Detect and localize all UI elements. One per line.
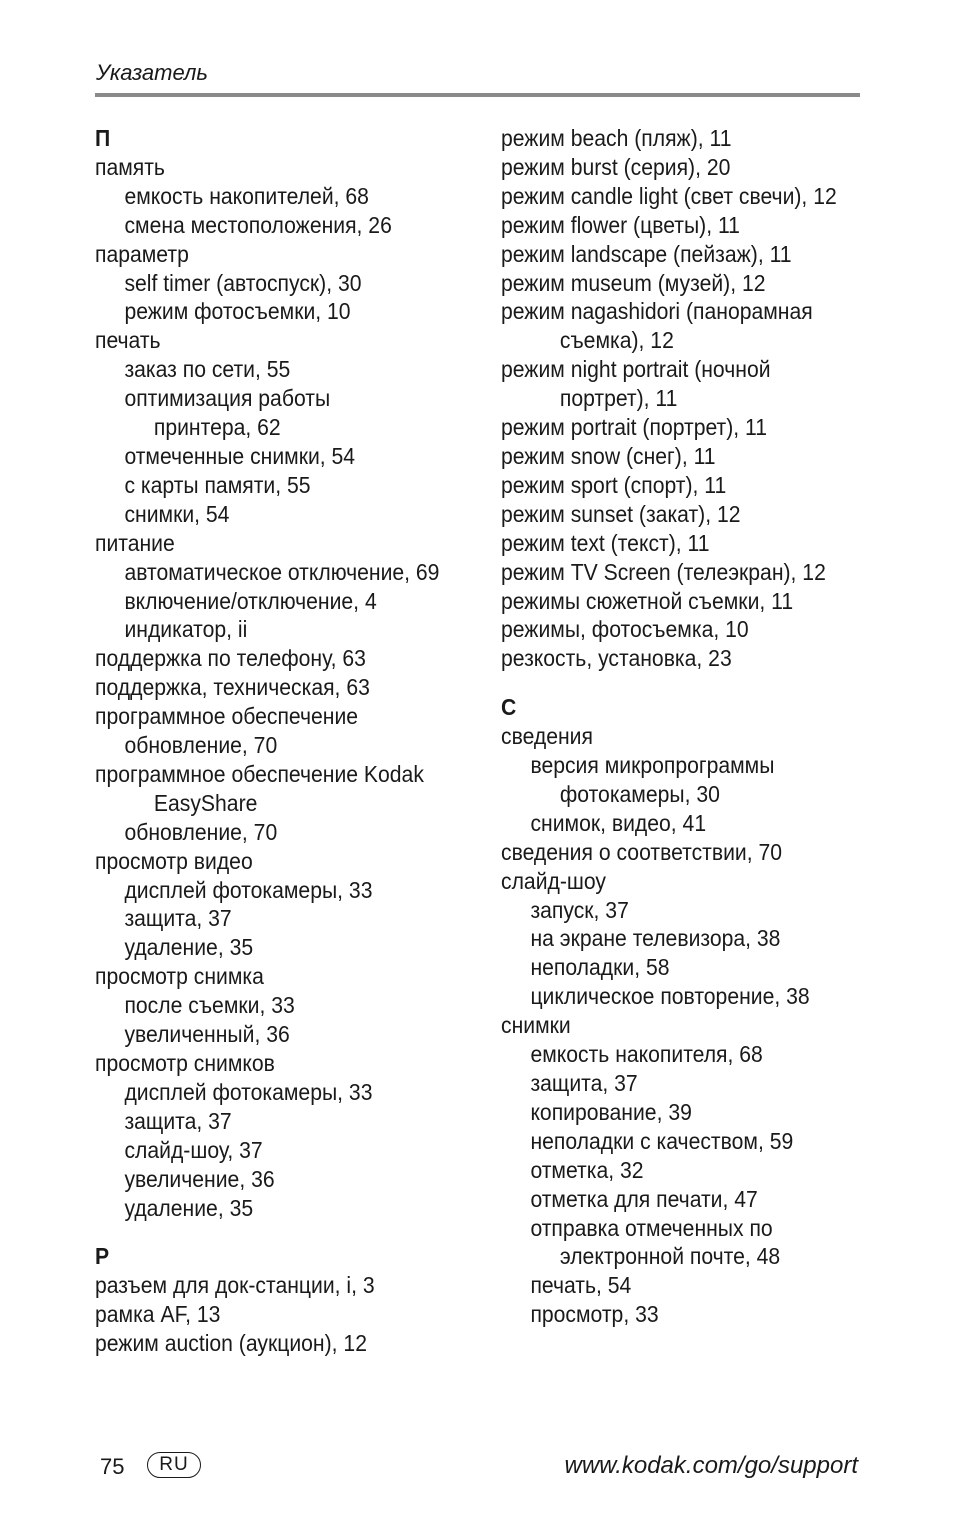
index-entry: режим sunset (закат), 12: [501, 500, 741, 527]
index-subentry: отмеченные снимки, 54: [124, 442, 356, 469]
index-subentry: заказ по сети, 55: [124, 356, 291, 383]
index-subentry: дисплей фотокамеры, 33: [124, 1078, 373, 1105]
index-column-right: [501, 124, 891, 1329]
index-subentry: включение/отключение, 4: [124, 587, 377, 614]
index-subentry: оптимизация работы: [124, 385, 331, 412]
index-subentry: удаление, 35: [124, 1194, 254, 1221]
index-subentry: защита, 37: [124, 905, 232, 932]
index-entry: слайд-шоу: [501, 867, 606, 894]
index-letter-heading: С: [501, 694, 517, 721]
index-subentry: после съемки, 33: [124, 992, 295, 1019]
index-subentry: обновление, 70: [124, 818, 278, 845]
section-gap: [501, 673, 860, 693]
index-subentry: self timer (автоспуск), 30: [124, 269, 362, 296]
index-entry: режим portrait (портрет), 11: [501, 414, 768, 441]
index-entry: режим TV Screen (телеэкран), 12: [501, 558, 826, 585]
index-entry: разъем для док-станции, i, 3: [95, 1272, 375, 1299]
index-subentry: отметка для печати, 47: [530, 1185, 758, 1212]
index-entry: режимы, фотосъемка, 10: [501, 616, 749, 643]
index-subentry: просмотр, 33: [530, 1301, 659, 1328]
index-subentry: с карты памяти, 55: [124, 471, 311, 498]
index-entry: режим flower (цветы), 11: [501, 211, 740, 238]
index-entry: память: [95, 153, 165, 180]
index-subentry: циклическое повторение, 38: [530, 983, 810, 1010]
index-subentry: обновление, 70: [124, 732, 278, 759]
index-entry: сведения о соответствии, 70: [501, 838, 783, 865]
index-entry: режим candle light (свет свечи), 12: [501, 182, 837, 209]
index-letter-heading: П: [95, 125, 111, 151]
index-entry: просмотр видео: [95, 847, 253, 874]
index-entry: поддержка, техническая, 63: [95, 674, 370, 701]
index-subentry: электронной почте, 48: [559, 1243, 781, 1270]
index-entry: программное обеспечение: [95, 703, 359, 730]
index-subentry: удаление, 35: [124, 934, 254, 961]
page-number: 75: [100, 1454, 125, 1479]
index-subentry: отправка отмеченных по: [530, 1214, 773, 1241]
index-subentry: запуск, 37: [530, 896, 629, 923]
index-subentry: автоматическое отключение, 69: [124, 558, 440, 585]
index-entry: программное обеспечение Kodak: [95, 760, 424, 787]
index-subentry: на экране телевизора, 38: [530, 925, 781, 952]
page-title: Указатель: [96, 60, 208, 85]
index-subentry: снимок, видео, 41: [530, 809, 707, 836]
index-entry: режим landscape (пейзаж), 11: [501, 240, 792, 267]
index-column-left: [95, 124, 485, 1358]
index-entry: режим auction (аукцион), 12: [95, 1330, 367, 1357]
index-subentry: дисплей фотокамеры, 33: [124, 876, 373, 903]
index-entry: печать: [95, 327, 161, 354]
index-subentry: печать, 54: [530, 1272, 632, 1299]
index-subentry: неполадки, 58: [530, 954, 670, 981]
index-entry: сведения: [501, 723, 593, 750]
index-entry: режим sport (спорт), 11: [501, 471, 727, 498]
index-entry: рамка AF, 13: [95, 1301, 221, 1328]
index-entry: поддержка по телефону, 63: [95, 645, 366, 672]
index-subentry: неполадки с качеством, 59: [530, 1127, 794, 1154]
index-entry: режим beach (пляж), 11: [501, 125, 732, 151]
index-entry: режим text (текст), 11: [501, 529, 710, 556]
index-letter-heading: Р: [95, 1243, 110, 1270]
index-subentry: защита, 37: [530, 1070, 638, 1096]
index-entry: режим nagashidori (панорамная: [501, 298, 813, 325]
index-entry: просмотр снимков: [95, 1050, 275, 1076]
index-subentry: принтера, 62: [153, 414, 281, 441]
index-subentry: снимки, 54: [124, 500, 230, 527]
index-entry: режимы сюжетной съемки, 11: [501, 587, 794, 614]
support-url[interactable]: www.kodak.com/go/support: [564, 1452, 858, 1479]
index-subentry: фотокамеры, 30: [559, 780, 720, 807]
index-subentry: портрет), 11: [559, 385, 678, 412]
index-subentry: EasyShare: [153, 789, 258, 816]
index-subentry: увеличение, 36: [124, 1165, 275, 1192]
index-entry: резкость, установка, 23: [501, 645, 732, 672]
index-entry: параметр: [95, 240, 189, 267]
index-subentry: отметка, 32: [530, 1156, 644, 1183]
index-subentry: защита, 37: [124, 1107, 232, 1134]
index-subentry: копирование, 39: [530, 1098, 692, 1125]
index-entry: режим night portrait (ночной: [501, 356, 771, 383]
section-gap: [95, 1222, 454, 1242]
index-entry: режим snow (снег), 11: [501, 442, 716, 469]
index-subentry: емкость накопителя, 68: [530, 1041, 763, 1068]
index-subentry: смена местоположения, 26: [124, 211, 392, 238]
index-entry: режим burst (серия), 20: [501, 153, 731, 180]
index-subentry: режим фотосъемки, 10: [124, 298, 351, 325]
language-badge: RU: [147, 1452, 201, 1478]
index-entry: режим museum (музей), 12: [501, 269, 766, 296]
index-subentry: индикатор, ii: [124, 616, 248, 643]
index-entry: просмотр снимка: [95, 963, 264, 990]
index-entry: снимки: [501, 1012, 571, 1039]
index-subentry: версия микропрограммы: [530, 752, 775, 779]
index-subentry: емкость накопителей, 68: [124, 182, 369, 209]
index-subentry: слайд-шоу, 37: [124, 1136, 263, 1163]
index-entry: питание: [95, 529, 175, 556]
index-subentry: увеличенный, 36: [124, 1021, 290, 1048]
header-divider: [95, 93, 860, 97]
index-subentry: съемка), 12: [559, 327, 674, 354]
